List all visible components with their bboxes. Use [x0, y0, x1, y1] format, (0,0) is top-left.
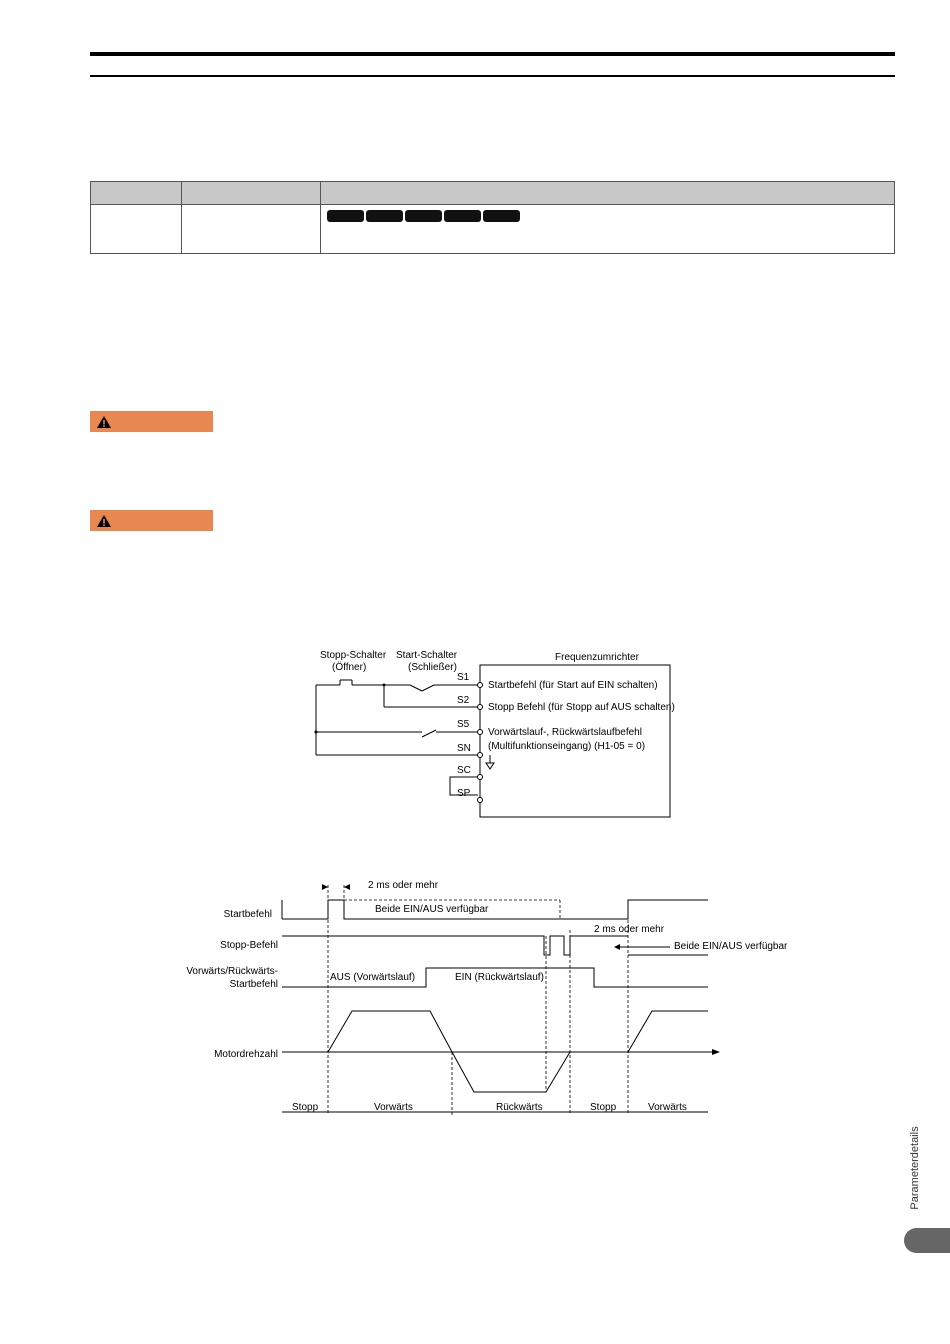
- start-switch-type: (Schließer): [408, 662, 457, 673]
- drive-title: Frequenzumrichter: [555, 652, 639, 663]
- warning-banner: [90, 411, 213, 432]
- table-cell: [321, 205, 895, 254]
- phase-label: Vorwärts: [374, 1102, 413, 1113]
- control-mode-badge: [327, 210, 364, 222]
- parameter-table: [90, 181, 895, 254]
- section-tab-label: Parameterdetails: [909, 1126, 921, 1210]
- terminal-label: SC: [457, 765, 471, 776]
- stop-switch-type: (Öffner): [332, 662, 367, 673]
- s5-description: Vorwärtslauf-, Rückwärtslaufbefehl: [488, 727, 642, 738]
- terminal-label: S5: [457, 719, 470, 730]
- phase-label: Rückwärts: [496, 1102, 543, 1113]
- header-rule: [90, 52, 895, 56]
- motor-speed-label: Motordrehzahl: [214, 1049, 278, 1060]
- table-header-cell: [321, 182, 895, 205]
- wiring-diagram: [300, 645, 680, 825]
- warning-triangle-icon: [96, 415, 112, 429]
- header-subrule: [90, 75, 895, 77]
- phase-label: Vorwärts: [648, 1102, 687, 1113]
- start-command-label: Startbefehl: [223, 909, 272, 920]
- stop-command-label: Stopp-Befehl: [220, 940, 278, 951]
- control-mode-badge: [405, 210, 442, 222]
- table-header-cell: [91, 182, 182, 205]
- off-forward-label: AUS (Vorwärtslauf): [330, 972, 416, 983]
- chapter-tab: [904, 1228, 950, 1253]
- warning-triangle-icon: [96, 514, 112, 528]
- start-switch-label: Start-Schalter: [396, 650, 458, 661]
- timing-diagram: [186, 870, 790, 1120]
- min-time-annotation: 2 ms oder mehr: [594, 924, 665, 935]
- terminal-label: SN: [457, 743, 471, 754]
- control-mode-badge: [366, 210, 403, 222]
- either-state-annotation: Beide EIN/AUS verfügbar: [674, 941, 788, 952]
- control-mode-badges: [327, 210, 888, 222]
- table-row: [91, 205, 895, 254]
- fwd-rev-label-2: Startbefehl: [229, 979, 278, 990]
- fwd-rev-label: Vorwärts/Rückwärts-: [186, 966, 278, 977]
- terminal-label: SP: [457, 788, 471, 799]
- on-reverse-label: EIN (Rückwärtslauf): [455, 972, 544, 983]
- either-state-annotation: Beide EIN/AUS verfügbar: [375, 904, 489, 915]
- phase-label: Stopp: [292, 1102, 319, 1113]
- control-mode-badge: [483, 210, 520, 222]
- table-cell: [182, 205, 321, 254]
- phase-label: Stopp: [590, 1102, 617, 1113]
- control-mode-badge: [444, 210, 481, 222]
- stop-switch-label: Stopp-Schalter: [320, 650, 387, 661]
- min-time-annotation: 2 ms oder mehr: [368, 880, 439, 891]
- s1-description: Startbefehl (für Start auf EIN schalten): [488, 680, 658, 691]
- s5-description-2: (Multifunktionseingang) (H1-05 = 0): [488, 741, 646, 752]
- warning-banner: [90, 510, 213, 531]
- terminal-label: S1: [457, 672, 470, 683]
- table-cell: [91, 205, 182, 254]
- s2-description: Stopp Befehl (für Stopp auf AUS schalten): [488, 702, 675, 713]
- terminal-label: S2: [457, 695, 470, 706]
- table-header-cell: [182, 182, 321, 205]
